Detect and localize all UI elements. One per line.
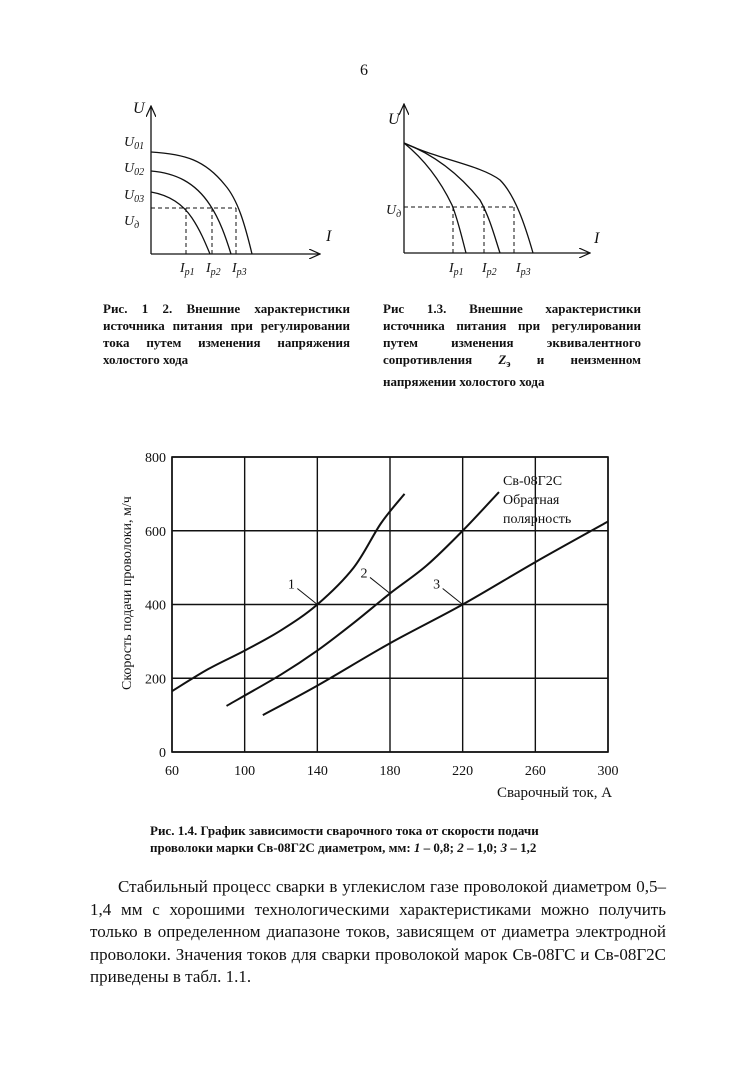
curve-u02 (151, 171, 231, 254)
y-tick-label: 200 (145, 672, 166, 688)
series-line-2 (227, 492, 500, 706)
figure-1-4-caption: Рис. 1.4. График зависимости сварочного тока от скорости подачи проволоки марки Св-08Г2С диаметром, мм: 1 – 0,8; 2 – 1,0; 3 – 1,2 (150, 823, 539, 855)
x-tick-label: 260 (524, 764, 546, 779)
figure-1-3-caption: Рис 1.3. Внешние характеристики источника питания при регулировании путем изменения эквивалентного сопротивления $Z_э$ и неизменном напряжении холостого хода (383, 301, 641, 389)
series-line-3 (263, 522, 608, 716)
y-tick-label: 600 (145, 524, 166, 540)
body-paragraph: Стабильный процесс сварки в углекислом газе проволокой диаметром 0,5–1,4 мм с хорошими технологическими характеристиками можно получить только в определенном диапазоне токов, зависящем от диаметра электродной проволоки. Значения токов для сварки проволокой марок Св-08ГС и Св-08Г2С приведены в табл. 1.1. (90, 877, 666, 986)
fig12-x-axis-label: I (326, 228, 332, 245)
fig12-y-axis-label: U (133, 100, 145, 117)
label-u03: $U_{03}$ (124, 188, 145, 205)
label-ip2: $I_{p2}$ (482, 261, 497, 278)
x-tick-label: 140 (306, 764, 328, 779)
figure-1-2-caption: Рис. 1 2. Внешние характеристики источника питания при регулировании тока путем изменения напряжения холостого хода (103, 301, 350, 367)
x-tick-label: 220 (452, 764, 474, 779)
series-label-2: 2 (360, 566, 368, 582)
series-label-1: 1 (287, 577, 295, 593)
x-tick-label: 300 (597, 764, 619, 779)
figure-1-2-diagram (151, 106, 320, 254)
y-tick-label: 800 (145, 451, 166, 466)
label-u02: $U_{02}$ (124, 161, 145, 178)
fig13-x-axis-label: I (594, 230, 600, 247)
series-leader-line (443, 589, 463, 605)
series-label-3: 3 (433, 577, 441, 593)
curve-u03 (151, 192, 210, 254)
label-ip1: $I_{p1}$ (180, 261, 195, 278)
chart-y-axis-title: Скорость подачи проволоки, м/ч (120, 496, 135, 690)
series-leader-line (297, 589, 317, 605)
label-u01: $U_{01}$ (124, 135, 145, 152)
label-ud: $U_д$ (386, 203, 402, 220)
label-ip3: $I_{p3}$ (232, 261, 247, 278)
page-number: 6 (360, 62, 368, 79)
series-leader-line (370, 577, 390, 593)
fig13-y-axis-label: U (388, 111, 400, 128)
figure-1-3-diagram (404, 104, 590, 253)
legend-line: полярность (503, 512, 572, 527)
x-tick-label: 180 (379, 764, 401, 779)
y-tick-label: 0 (159, 746, 166, 761)
chart-x-axis-title: Сварочный ток, А (497, 785, 613, 801)
series-line-1 (172, 494, 405, 691)
x-tick-label: 100 (234, 764, 256, 779)
label-ud: $U_д$ (124, 214, 140, 231)
curve-u01 (151, 152, 252, 254)
label-ip2: $I_{p2}$ (206, 261, 221, 278)
label-ip1: $I_{p1}$ (449, 261, 464, 278)
x-tick-label: 60 (165, 764, 179, 779)
label-ip3: $I_{p3}$ (516, 261, 531, 278)
curve-2 (404, 143, 500, 253)
legend-line: Св-08Г2С (503, 474, 563, 489)
chart-legend (503, 472, 571, 529)
y-tick-label: 400 (145, 598, 166, 614)
legend-line: Обратная (503, 493, 560, 508)
